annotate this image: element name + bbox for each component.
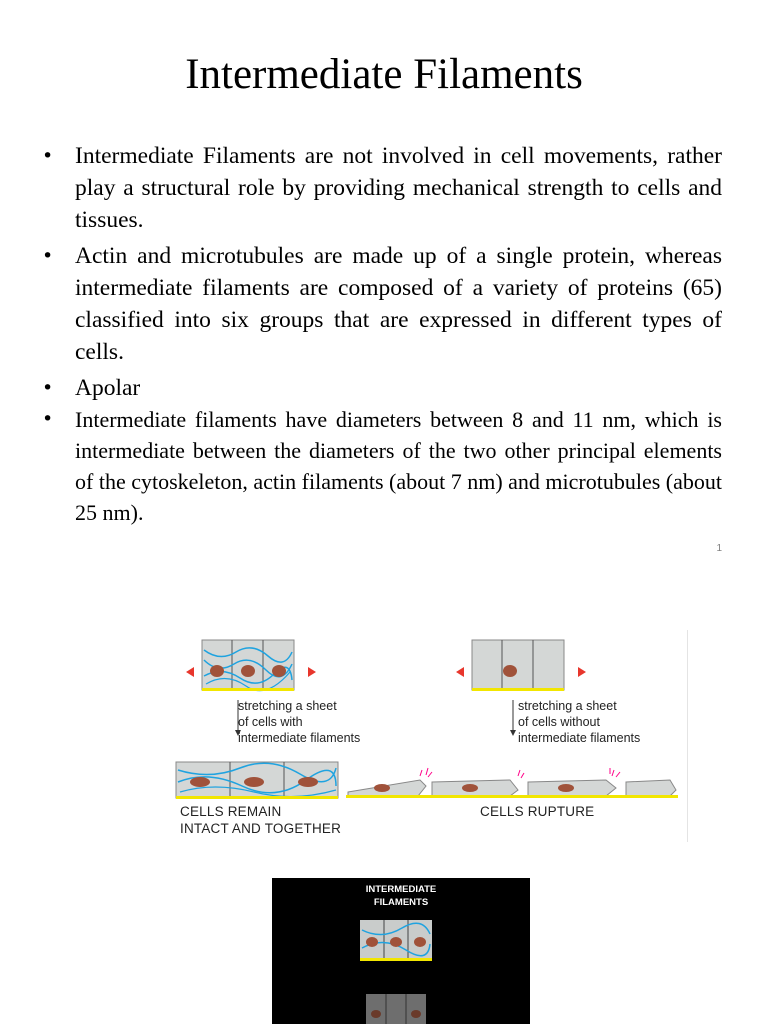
result-line: INTACT AND TOGETHER — [180, 821, 342, 836]
caption-line: stretching a sheet — [238, 699, 337, 713]
bullet-list — [42, 140, 722, 532]
bullet-text: Intermediate filaments have diameters between 8 and 11 nm, which is intermediate between the diameters of the two other principal elements of the cytoskeleton, actin filaments (about 7 nm) and microtubules (about 25 nm). — [75, 407, 722, 525]
bullet-text: Apolar — [75, 375, 141, 401]
bullet-marker: • — [42, 145, 54, 167]
animation-title-line: FILAMENTS — [373, 897, 429, 908]
caption-line: intermediate filaments — [238, 731, 361, 745]
cells-remain-intact — [176, 762, 338, 799]
cells-rupture — [346, 768, 678, 798]
caption-with-filaments — [238, 698, 360, 746]
bullet-item — [42, 372, 722, 404]
caption-line: intermediate filaments — [518, 731, 641, 745]
cells-without-filaments-top — [456, 640, 586, 691]
slide-title: Intermediate Filaments — [185, 51, 583, 98]
bullet-marker: • — [42, 408, 54, 430]
animation-title-line: INTERMEDIATE — [365, 884, 437, 895]
stretch-diagram — [170, 630, 688, 842]
bullet-item — [42, 404, 722, 528]
caption-without-filaments — [518, 698, 640, 746]
result-line: CELLS REMAIN — [180, 804, 282, 819]
result-rupture-label: CELLS RUPTURE — [480, 804, 595, 819]
result-intact-label — [180, 803, 341, 837]
page-number: 1 — [716, 543, 722, 554]
bullet-marker: • — [42, 245, 54, 267]
cells-with-filaments-top — [186, 640, 316, 691]
bullet-item — [42, 240, 722, 368]
bullet-text: Intermediate Filaments are not involved in cell movements, rather play a structural role by providing mechanical strength to cells and tissues. — [75, 143, 722, 233]
caption-line: stretching a sheet — [518, 699, 617, 713]
bullet-marker: • — [42, 377, 54, 399]
caption-line: of cells without — [518, 715, 600, 729]
filaments-animation-frame — [272, 878, 530, 1024]
animation-art — [272, 878, 530, 1024]
caption-line: of cells with — [238, 715, 303, 729]
bullet-text: Actin and microtubules are made up of a single protein, whereas intermediate filaments are composed of a variety of proteins (65) classified into six groups that are expressed in different types of cells. — [75, 243, 722, 365]
bullet-item — [42, 140, 722, 236]
